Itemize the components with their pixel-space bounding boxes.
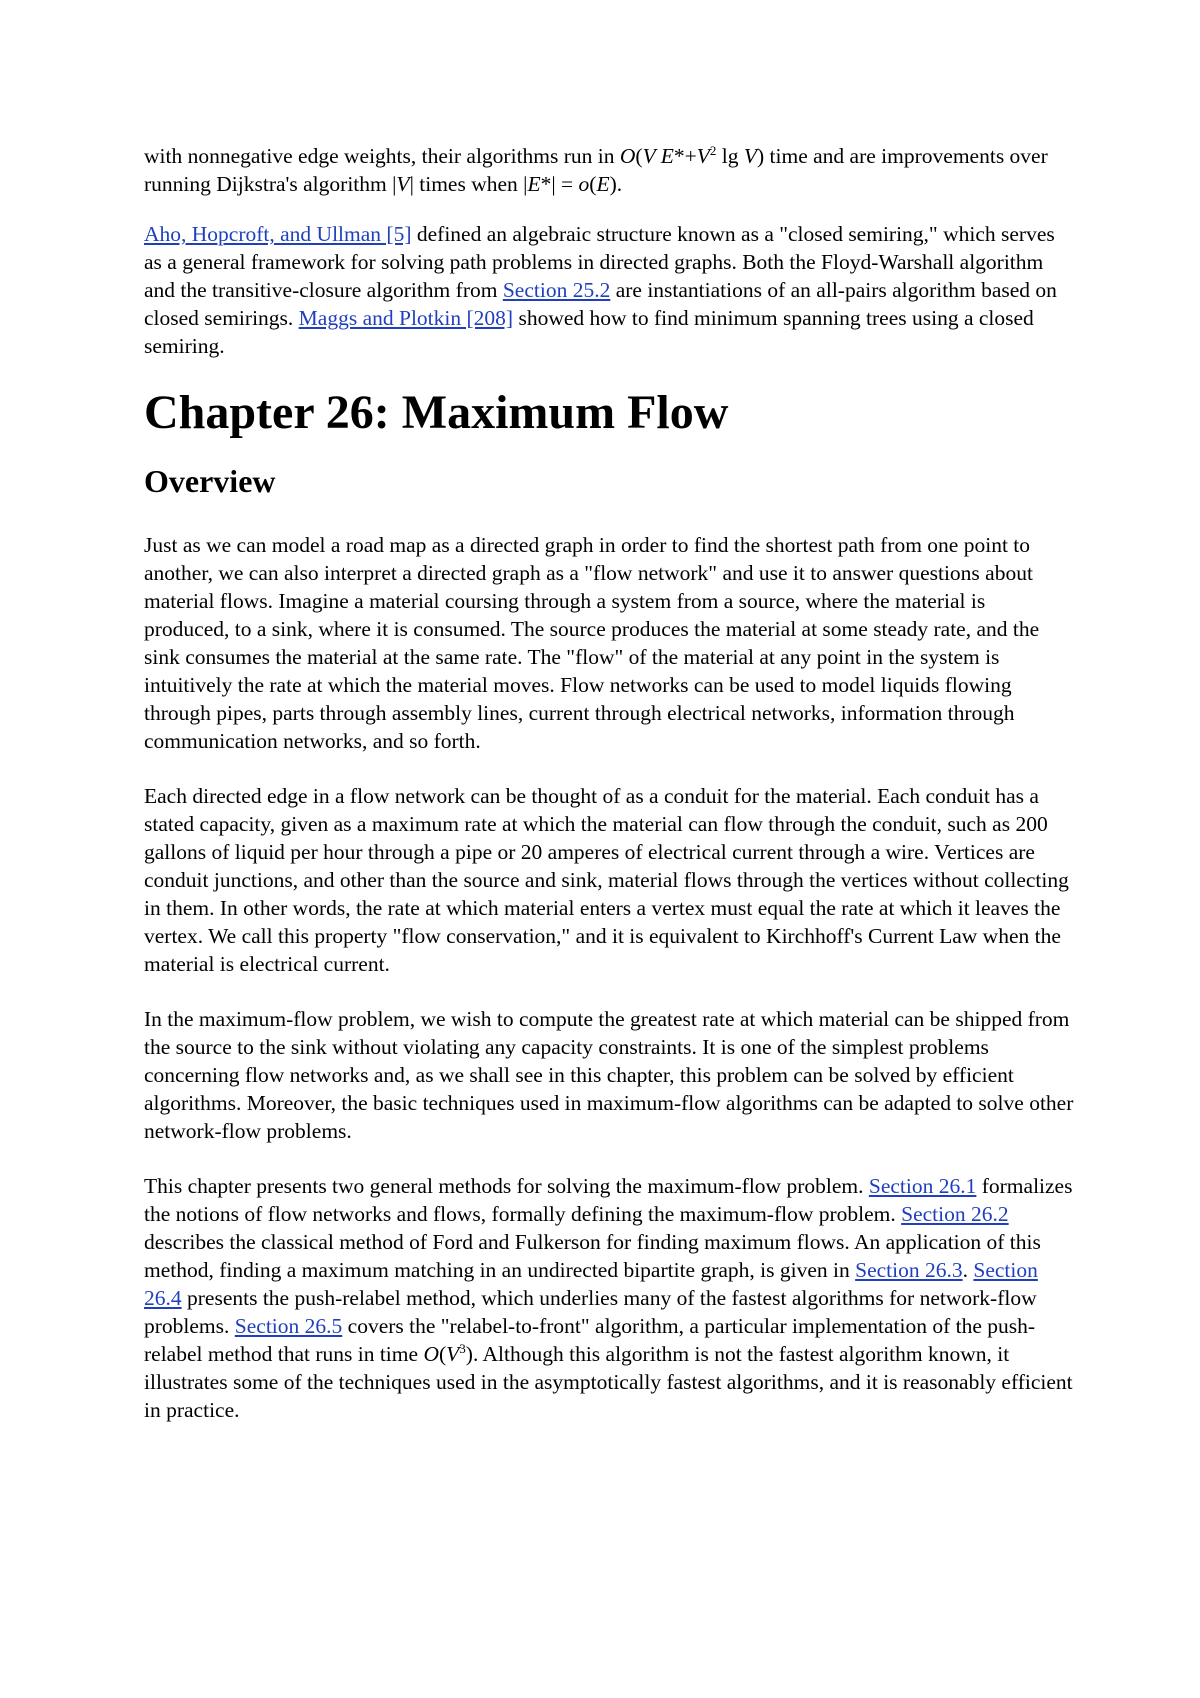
paragraph-conduit-capacity: Each directed edge in a flow network can be thought of as a conduit for the material. Each conduit has a stated capacity, given as a maximum rate at which the material can flow through the conduit, such as 200 gallons of liquid per hour through a pipe or 20 amperes of electrical current through a wire. Vertices are conduit junctions, and other than the source and sink, material flows through the vertices without collecting in them. In other words, the rate at which material enters a vertex must equal the rate at which it leaves the vertex. We call this property "flow conservation," and it is equivalent to Kirchhoff's Current Law when the material is electrical current. (144, 784, 1069, 976)
link-section-26-2[interactable]: Section 26.2 (901, 1202, 1009, 1226)
paragraph-closed-semiring: Aho, Hopcroft, and Ullman [5] defined an algebraic structure known as a "closed semiring," which serves as a general framework for solving path problems in directed graphs. Both the Floyd-Warshall algorithm and the transitive-closure algorithm from Section 25.2 are instantiations of an all-pairs algorithm based on closed semirings. Maggs and Plotkin [208] showed how to find minimum spanning trees using a closed semiring. (144, 222, 1057, 358)
paragraph-maximum-flow-problem: In the maximum-flow problem, we wish to compute the greatest rate at which material can be shipped from the source to the sink without violating any capacity constraints. It is one of the simplest problems concerning flow networks and, as we shall see in this chapter, this problem can be solved by efficient algorithms. Moreover, the basic techniques used in maximum-flow algorithms can be adapted to solve other network-flow problems. (144, 1007, 1074, 1143)
paragraph-chapter-outline: This chapter presents two general methods for solving the maximum-flow problem. Section 26.1 formalizes the notions of flow networks and flows, formally defining the maximum-flow problem. Section 26.2 describes the classical method of Ford and Fulkerson for finding maximum flows. An application of this method, finding a maximum matching in an undirected bipartite graph, is given in Section 26.3. Section 26.4 presents the push-relabel method, which underlies many of the fastest algorithms for network-flow problems. Section 26.5 covers the "relabel-to-front" algorithm, a particular implementation of the push-relabel method that runs in time $O(V^3)$. Although this algorithm is not the fastest algorithm known, it illustrates some of the techniques used in the asymptotically fastest algorithms, and it is reasonably efficient in practice. (144, 1174, 1073, 1422)
chapter-title: Chapter 26: Maximum Flow (144, 386, 729, 439)
link-section-25-2[interactable]: Section 25.2 (502, 278, 611, 302)
link-maggs-plotkin[interactable]: Maggs and Plotkin [208] (298, 306, 514, 330)
link-aho-hopcroft-ullman[interactable]: Aho, Hopcroft, and Ullman [5] (144, 222, 412, 246)
link-section-26-1[interactable]: Section 26.1 (868, 1174, 977, 1198)
link-section-26-4[interactable]: Section 26.4 (144, 1258, 1038, 1310)
paragraph-flow-network-intro: Just as we can model a road map as a directed graph in order to find the shortest path from one point to another, we can also interpret a directed graph as a "flow network" and use it to answer questions about material flows. Imagine a material coursing through a system from a source, where the material is produced, to a sink, where it is consumed. The source produces the material at some steady rate, and the sink consumes the material at the same rate. The "flow" of the material at any point in the system is intuitively the rate at which the material moves. Flow networks can be used to model liquids flowing through pipes, parts through assembly lines, current through electrical networks, information through communication networks, and so forth. (144, 533, 1040, 753)
paragraph-algorithms-runtime: with nonnegative edge weights, their algorithms run in O(V $E*+V^2$ lg V) time and are improvements over running Dijkstra's algorithm |V| times when |E*| = o(E). (144, 142, 1048, 196)
link-section-26-5[interactable]: Section 26.5 (234, 1314, 343, 1338)
section-title: Overview (144, 463, 276, 499)
link-section-26-3[interactable]: Section 26.3 (855, 1258, 963, 1282)
document-page (144, 142, 1074, 1424)
